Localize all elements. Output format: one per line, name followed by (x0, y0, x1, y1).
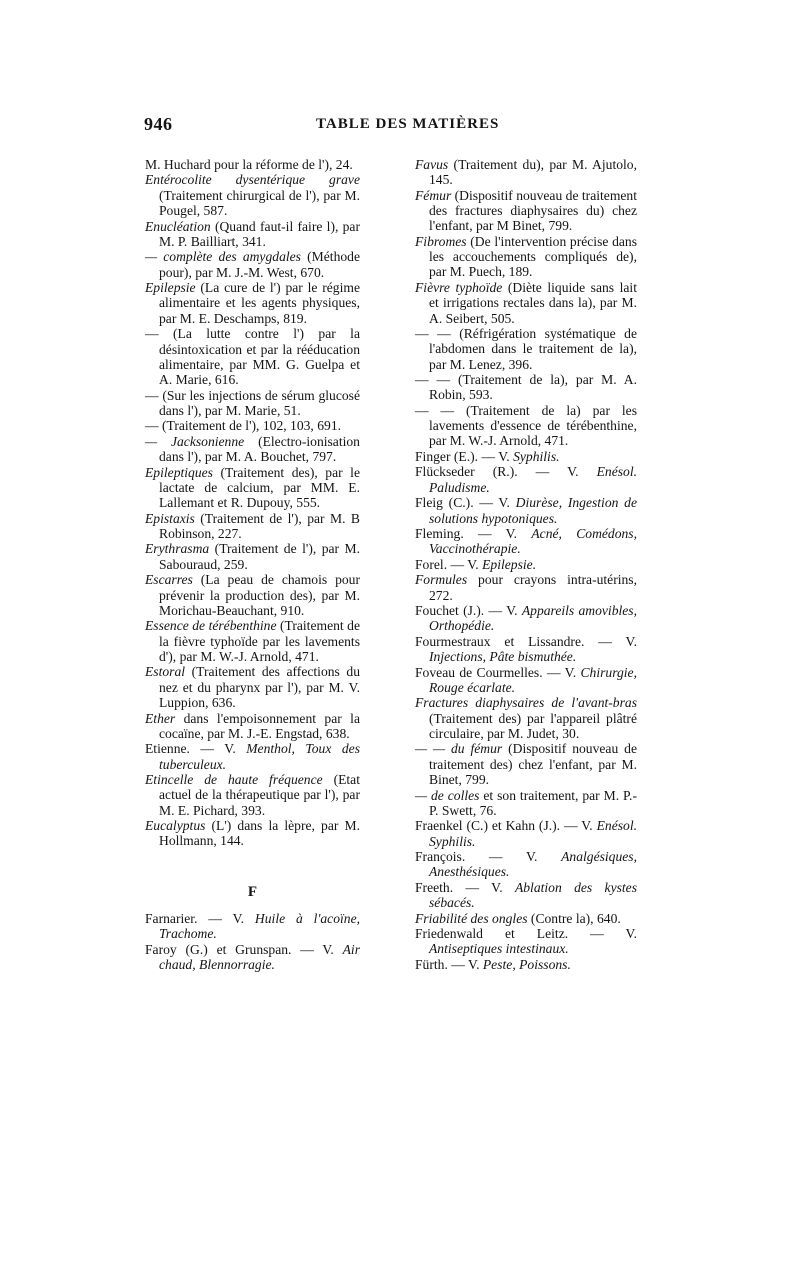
entry-heading: — de colles (415, 787, 480, 803)
index-entry (415, 280, 637, 326)
index-entry (145, 741, 360, 772)
entry-text: Antiseptiques intestinaux. (429, 941, 569, 957)
entry-heading: Essence de térébenthine (145, 618, 277, 634)
index-entry (145, 664, 360, 710)
entry-heading: Forel. — V. (415, 556, 483, 572)
running-title: TABLE DES MATIÈRES (316, 116, 500, 132)
index-entry (145, 711, 360, 742)
entry-heading: Farnarier. — V. (145, 911, 255, 927)
entry-text: Syphilis. (513, 448, 560, 464)
entry-text: (Electro-ionisation dans l'), par M. A. Bouchet, 797. (159, 433, 360, 465)
entry-heading: Epistaxis (145, 510, 195, 526)
entry-text: (Traitement des affections du nez et du pharynx par l'), par M. V. Luppion, 636. (159, 664, 360, 711)
index-entry (145, 172, 360, 218)
index-entry (415, 326, 637, 372)
index-entry (145, 818, 360, 849)
index-entry (415, 788, 637, 819)
index-entry (145, 911, 360, 942)
entry-heading: Faroy (G.) et Grunspan. — V. (145, 941, 343, 957)
entry-heading: Etincelle de haute fréquence (145, 772, 323, 788)
entry-text: et son traitement, par M. P.-P. Swett, 76. (429, 787, 637, 818)
entry-text: (Diète liquide sans lait et irrigations rectales dans la), par M. A. Seibert, 505. (429, 279, 637, 326)
entry-heading: Etienne. — V. (145, 741, 247, 757)
index-entry (145, 434, 360, 465)
entry-heading: Fémur (415, 187, 452, 203)
index-entry (145, 772, 360, 818)
entry-heading: Fürth. — V. (415, 956, 483, 972)
entry-text: — — (Traitement de la) par les lavements d'essence de térébenthine, par M. W.-J. Arnold, 471. (415, 402, 637, 449)
entry-heading: Erythrasma (145, 541, 210, 557)
entry-text: Air chaud, Blennorragie. (159, 941, 360, 973)
left-column (145, 157, 360, 973)
index-entry (145, 418, 360, 433)
index-entry (415, 372, 637, 403)
entry-text: Diurèse, Ingestion de solutions hypotoniques. (429, 495, 637, 526)
entry-text: (Dispositif nouveau de traitement des) chez l'enfant, par M. Binet, 799. (429, 741, 637, 788)
section-letter: F (247, 883, 258, 900)
entry-heading: Epilepsie (145, 280, 196, 296)
index-entry (145, 465, 360, 511)
index-entry (415, 572, 637, 603)
index-entry (415, 849, 637, 880)
index-entry (415, 695, 637, 741)
entry-heading: — Jacksonienne (145, 433, 245, 449)
page-number: 946 (144, 114, 173, 134)
entry-heading: Fouchet (J.). — V. (415, 603, 522, 619)
index-entry (145, 326, 360, 387)
index-entry (145, 618, 360, 664)
entry-text: Huile à l'acoïne, Trachome. (159, 911, 360, 942)
index-entry (415, 911, 637, 926)
entry-text: Appareils amovibles, Orthopédie. (429, 603, 637, 634)
entry-heading: Fourmestraux et Lissandre. — V. (415, 633, 637, 649)
entry-text: Analgésiques, Anesthésiques. (429, 849, 637, 880)
entry-heading: — — du fémur (415, 741, 503, 757)
entry-heading: Favus (415, 157, 449, 172)
entry-heading: François. — V. (415, 849, 562, 865)
index-entry (415, 449, 637, 464)
entry-heading: Formules (415, 572, 468, 588)
entry-text: M. Huchard pour la réforme de l'), 24. (145, 157, 353, 172)
entry-text: (Traitement des) par l'appareil plâtré circulaire, par M. Judet, 30. (429, 710, 637, 741)
entry-text: dans l'empoisonnement par la cocaïne, par M. J.-E. Engstad, 638. (159, 710, 360, 741)
entry-text: (Traitement de l'), par M. B Robinson, 227. (159, 510, 360, 541)
entry-heading: Foveau de Courmelles. — V. (415, 664, 581, 680)
entry-text: (Quand faut-il faire l), par M. P. Bailliart, 341. (159, 218, 360, 249)
index-entry (415, 818, 637, 849)
entry-heading: Epileptiques (145, 464, 213, 480)
entry-text: Epilepsie. (482, 556, 537, 572)
entry-text: — — (Réfrigération systématique de l'abdomen dans le traitement de la), par M. Lenez, 396. (415, 326, 637, 372)
index-entry (415, 188, 637, 234)
index-entry (145, 511, 360, 542)
entry-text: (Dispositif nouveau de traitement des fractures diaphysaires du) chez l'enfant, par M Binet, 799. (429, 187, 637, 234)
entry-text: pour crayons intra-utérins, 272. (429, 572, 637, 603)
entry-text: — (Sur les injections de sérum glucosé dans l'), par M. Marie, 51. (145, 387, 360, 418)
entries-f-continued (415, 157, 637, 972)
entry-text: Peste, Poissons. (482, 956, 571, 972)
entry-text: (La peau de chamois pour prévenir la production des), par M. Morichau-Beauchant, 910. (159, 572, 360, 618)
entry-text: Menthol, Toux des tuberculeux. (159, 741, 360, 772)
index-entry (145, 219, 360, 250)
entry-text: (Traitement de la fièvre typhoïde par les lavements d'), par M. W.-J. Arnold, 471. (159, 618, 360, 664)
entry-heading: — complète des amygdales (145, 249, 301, 265)
entry-text: — (Traitement de l'), 102, 103, 691. (145, 418, 342, 434)
entry-text: (La cure de l') par le régime alimentaire et les agents physiques, par M. E. Deschamps, 819. (159, 280, 360, 326)
index-entry (415, 234, 637, 280)
index-entry (415, 603, 637, 634)
index-entry (145, 280, 360, 326)
entry-heading: Estoral (145, 664, 186, 680)
index-entry (415, 464, 637, 495)
entry-heading: Eucalyptus (145, 818, 206, 834)
entry-text: Acné, Comédons, Vaccinothérapie. (429, 526, 637, 557)
index-entry (415, 741, 637, 787)
entry-heading: Fleig (C.). — V. (415, 495, 516, 511)
entry-heading: Finger (E.). — V. (415, 448, 514, 464)
entry-text: Injections, Pâte bismuthée. (429, 649, 577, 665)
index-entry (415, 880, 637, 911)
entry-heading: Escarres (145, 572, 193, 588)
entry-text: (Traitement chirurgical de l'), par M. Pougel, 587. (159, 187, 360, 219)
entry-text: (Contre la), 640. (527, 910, 621, 926)
entry-heading: Fièvre typhoïde (415, 279, 503, 295)
entry-heading: Flückseder (R.). — V. (415, 464, 597, 480)
index-entry (415, 157, 637, 188)
entry-heading: Fractures diaphysaires de l'avant-bras (415, 695, 637, 711)
index-entry (415, 665, 637, 696)
entries-e (145, 157, 360, 849)
index-entry (145, 249, 360, 280)
entry-heading: Freeth. — V. (415, 879, 515, 895)
entry-text: Ablation des kystes sébacés. (429, 879, 637, 911)
entry-text: — (La lutte contre l') par la désintoxication et par la rééducation alimentaire, par MM. G. Guelpa et A. Marie, 616. (145, 326, 360, 388)
index-entry (415, 957, 637, 972)
index-entry (415, 557, 637, 572)
entry-heading: Fibromes (415, 233, 467, 249)
entry-heading: Friabilité des ongles (415, 910, 528, 926)
entry-text: (Traitement de l'), par M. Sabouraud, 259. (159, 541, 360, 572)
entries-f (145, 911, 360, 972)
index-entry (145, 157, 360, 172)
entry-text: (De l'intervention précise dans les accouchements compliqués de), par M. Puech, 189. (429, 233, 637, 280)
entry-heading: Ether (145, 710, 176, 726)
entry-heading: Friedenwald et Leitz. — V. (415, 926, 637, 942)
entry-heading: Enucléation (145, 218, 211, 234)
index-entry (415, 495, 637, 526)
entry-text: Enésol. Paludisme. (429, 464, 637, 495)
entry-text: Chirurgie, Rouge écarlate. (429, 664, 637, 695)
entry-text: (Etat actuel de la thérapeutique par l'), par M. E. Pichard, 393. (159, 772, 360, 818)
right-column (415, 157, 637, 972)
index-entry (415, 526, 637, 557)
entry-text: (Traitement des), par le lactate de calcium, par MM. E. Lallemant et R. Dupouy, 555. (159, 464, 360, 511)
index-entry (145, 388, 360, 419)
entry-text: (Méthode pour), par M. J.-M. West, 670. (159, 249, 361, 280)
entry-text: Enésol. Syphilis. (429, 818, 637, 849)
entry-text: — — (Traitement de la), par M. A. Robin, 593. (415, 372, 637, 403)
index-entry (145, 942, 360, 973)
entry-heading: Entérocolite dysentérique grave (145, 172, 360, 188)
index-entry (415, 634, 637, 665)
entry-text: (Traitement du), par M. Ajutolo, 145. (429, 157, 637, 188)
index-entry (145, 572, 360, 618)
entry-text: (L') dans la lèpre, par M. Hollmann, 144. (159, 818, 360, 849)
index-entry (415, 403, 637, 449)
entry-heading: Fleming. — V. (415, 526, 532, 541)
index-entry (145, 541, 360, 572)
entry-heading: Fraenkel (C.) et Kahn (J.). — V. (415, 818, 597, 834)
index-entry (415, 926, 637, 957)
